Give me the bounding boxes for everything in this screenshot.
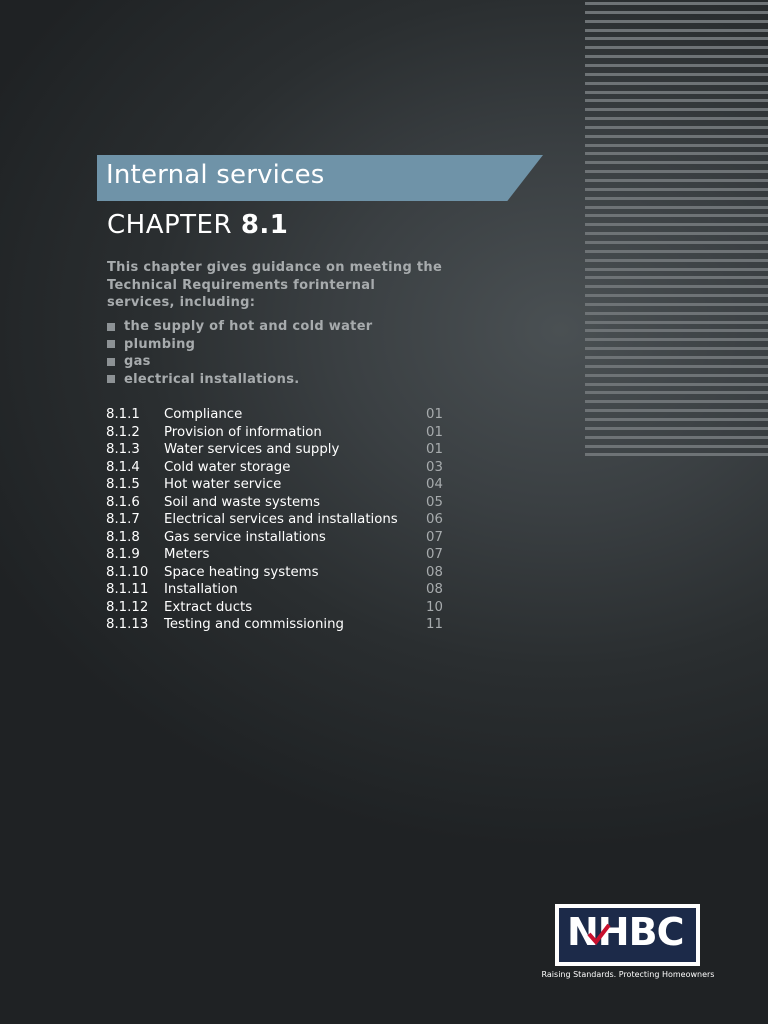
logo-tagline: Raising Standards. Protecting Homeowners: [541, 970, 715, 979]
decorative-stripes: [585, 0, 768, 462]
stripe-line: [585, 64, 768, 67]
toc-section-title: Space heating systems: [164, 564, 319, 580]
toc-section-title: Testing and commissioning: [164, 617, 344, 633]
stripe-line: [585, 188, 768, 191]
stripe-line: [585, 144, 768, 147]
stripe-line: [585, 82, 768, 85]
stripe-line: [585, 436, 768, 439]
toc-row[interactable]: [106, 424, 443, 442]
square-bullet-icon: [107, 375, 115, 383]
toc-section-title: Compliance: [164, 407, 243, 423]
logo-panel: [559, 908, 696, 962]
stripe-line: [585, 453, 768, 456]
stripe-line: [585, 108, 768, 111]
toc-page-number: 07: [426, 529, 443, 545]
toc-page-number: 01: [426, 442, 443, 458]
toc-page-number: 05: [426, 494, 443, 510]
toc-section-title: Electrical services and installations: [164, 512, 398, 528]
toc-row[interactable]: [106, 494, 443, 512]
stripe-line: [585, 161, 768, 164]
stripe-line: [585, 400, 768, 403]
toc-section-number: 8.1.11: [106, 582, 149, 598]
stripe-line: [585, 37, 768, 40]
stripe-line: [585, 55, 768, 58]
toc-page-number: 03: [426, 459, 443, 475]
bullet-list: [107, 318, 373, 388]
bullet-item: gas: [107, 353, 373, 371]
toc-row[interactable]: [106, 564, 443, 582]
logo-wordmark: NHBC: [567, 910, 684, 954]
toc-section-number: 8.1.1: [106, 407, 140, 423]
stripe-line: [585, 99, 768, 102]
stripe-line: [585, 73, 768, 76]
stripe-line: [585, 46, 768, 49]
stripe-line: [585, 347, 768, 350]
stripe-line: [585, 135, 768, 138]
toc-section-title: Soil and waste systems: [164, 494, 321, 510]
stripe-line: [585, 170, 768, 173]
bullet-item: electrical installations.: [107, 371, 373, 389]
toc-section-number: 8.1.3: [106, 442, 140, 458]
stripe-line: [585, 126, 768, 129]
stripe-line: [585, 329, 768, 332]
toc-section-number: 8.1.9: [106, 547, 140, 563]
stripe-line: [585, 418, 768, 421]
bullet-item: plumbing: [107, 336, 373, 354]
stripe-line: [585, 312, 768, 315]
toc-page-number: 07: [426, 547, 443, 563]
chapter-heading: [107, 210, 288, 240]
chapter-number: 8.1: [240, 210, 289, 240]
toc-section-title: Meters: [164, 547, 210, 563]
nhbc-logo: [555, 904, 700, 966]
banner-title: Internal services: [106, 160, 325, 190]
toc-section-number: 8.1.13: [106, 617, 149, 633]
stripe-line: [585, 303, 768, 306]
stripe-line: [585, 321, 768, 324]
stripe-line: [585, 259, 768, 262]
stripe-line: [585, 383, 768, 386]
toc-page-number: 01: [426, 407, 443, 423]
stripe-line: [585, 2, 768, 5]
stripe-line: [585, 152, 768, 155]
toc-page-number: 10: [426, 599, 443, 615]
checkmark-icon: [587, 922, 611, 946]
toc-section-number: 8.1.7: [106, 512, 140, 528]
toc-section-number: 8.1.12: [106, 599, 149, 615]
table-of-contents: [106, 406, 443, 634]
stripe-line: [585, 294, 768, 297]
toc-section-number: 8.1.2: [106, 424, 140, 440]
toc-section-title: Provision of information: [164, 424, 322, 440]
stripe-line: [585, 20, 768, 23]
square-bullet-icon: [107, 323, 115, 331]
stripe-line: [585, 374, 768, 377]
chapter-prefix: CHAPTER: [107, 210, 233, 240]
toc-section-title: Cold water storage: [164, 459, 291, 475]
stripe-line: [585, 268, 768, 271]
toc-row[interactable]: [106, 616, 443, 634]
toc-section-title: Extract ducts: [164, 599, 253, 615]
toc-row[interactable]: [106, 406, 443, 424]
stripe-line: [585, 91, 768, 94]
toc-section-number: 8.1.6: [106, 494, 140, 510]
stripe-line: [585, 356, 768, 359]
stripe-line: [585, 427, 768, 430]
toc-row[interactable]: [106, 511, 443, 529]
stripe-line: [585, 206, 768, 209]
toc-row[interactable]: [106, 476, 443, 494]
toc-row[interactable]: [106, 529, 443, 547]
toc-section-number: 8.1.5: [106, 477, 140, 493]
toc-section-title: Gas service installations: [164, 529, 326, 545]
bullet-item: the supply of hot and cold water: [107, 318, 373, 336]
intro-text: This chapter gives guidance on meeting the Technical Requirements forinternal services, including:: [107, 260, 443, 310]
toc-section-number: 8.1.8: [106, 529, 140, 545]
stripe-line: [585, 276, 768, 279]
stripe-line: [585, 241, 768, 244]
square-bullet-icon: [107, 340, 115, 348]
square-bullet-icon: [107, 358, 115, 366]
stripe-line: [585, 179, 768, 182]
toc-row[interactable]: [106, 459, 443, 477]
toc-section-title: Water services and supply: [164, 442, 340, 458]
stripe-line: [585, 338, 768, 341]
stripe-line: [585, 445, 768, 448]
toc-section-title: Hot water service: [164, 477, 282, 493]
stripe-line: [585, 11, 768, 14]
toc-row[interactable]: [106, 546, 443, 564]
stripe-line: [585, 214, 768, 217]
toc-page-number: 01: [426, 424, 443, 440]
stripe-line: [585, 29, 768, 32]
toc-section-number: 8.1.10: [106, 564, 149, 580]
toc-page-number: 08: [426, 564, 443, 580]
stripe-line: [585, 391, 768, 394]
toc-page-number: 08: [426, 582, 443, 598]
toc-row[interactable]: [106, 599, 443, 617]
stripe-line: [585, 409, 768, 412]
toc-section-title: Installation: [164, 582, 238, 598]
stripe-line: [585, 223, 768, 226]
toc-page-number: 06: [426, 512, 443, 528]
stripe-line: [585, 250, 768, 253]
toc-row[interactable]: [106, 581, 443, 599]
stripe-line: [585, 197, 768, 200]
toc-page-number: 11: [426, 617, 443, 633]
stripe-line: [585, 285, 768, 288]
stripe-line: [585, 232, 768, 235]
toc-row[interactable]: [106, 441, 443, 459]
toc-section-number: 8.1.4: [106, 459, 140, 475]
stripe-line: [585, 117, 768, 120]
toc-page-number: 04: [426, 477, 443, 493]
stripe-line: [585, 365, 768, 368]
